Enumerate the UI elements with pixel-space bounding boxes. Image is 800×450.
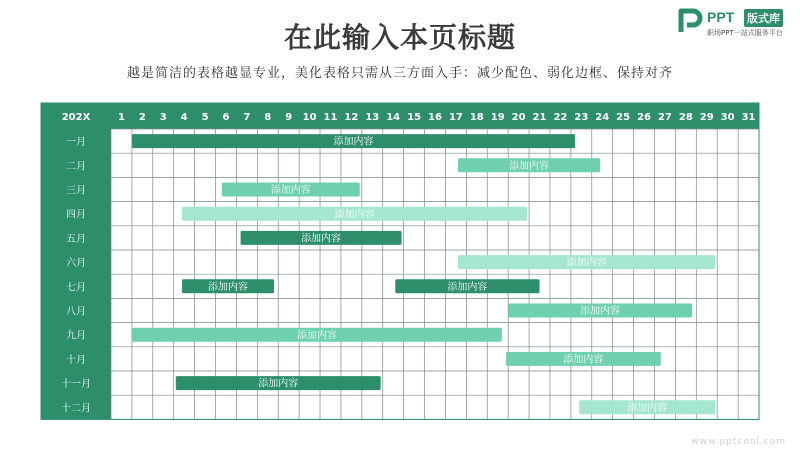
- day-tick-label: 22: [553, 112, 568, 123]
- day-tick-label: 30: [720, 112, 735, 123]
- day-tick-label: 8: [264, 112, 272, 123]
- day-tick-label: 1: [117, 112, 125, 123]
- day-tick-label: 29: [699, 112, 714, 123]
- month-label: 四月: [66, 209, 86, 221]
- day-tick-label: 4: [180, 112, 188, 123]
- task-bar-label: 添加内容: [301, 233, 342, 245]
- day-tick-label: 2: [138, 112, 146, 123]
- page-title: 在此输入本页标题: [283, 21, 516, 54]
- day-tick-label: 25: [616, 112, 631, 123]
- day-tick-label: 27: [657, 112, 672, 123]
- logo-tagline: 职场PPT一站式服务平台: [707, 29, 783, 37]
- day-tick-label: 24: [595, 112, 610, 123]
- day-tick-label: 5: [201, 112, 209, 123]
- task-bar-label: 添加内容: [258, 378, 299, 390]
- day-tick-label: 21: [532, 112, 547, 123]
- month-label: 五月: [66, 233, 86, 245]
- month-label: 三月: [66, 185, 86, 197]
- day-tick-label: 3: [159, 112, 167, 123]
- task-bar-label: 添加内容: [509, 160, 550, 172]
- logo-text: PPT: [707, 9, 735, 25]
- page-subtitle: 越是简洁的表格越显专业，美化表格只需从三方面入手：减少配色、弱化边框、保持对齐: [126, 66, 673, 81]
- day-tick-label: 6: [222, 112, 230, 123]
- task-bar-label: 添加内容: [563, 354, 604, 366]
- day-tick-label: 28: [678, 112, 693, 123]
- task-bar-label: 添加内容: [333, 136, 374, 148]
- day-tick-label: 10: [302, 112, 317, 123]
- task-bar-label: 添加内容: [627, 402, 668, 414]
- month-label: 十一月: [61, 379, 91, 391]
- logo-badge: 版式库: [744, 9, 783, 27]
- task-bar-label: 添加内容: [208, 281, 249, 293]
- task-bar-label: 添加内容: [270, 185, 311, 197]
- day-tick-label: 11: [323, 112, 338, 123]
- month-label: 六月: [66, 258, 86, 270]
- month-label: 一月: [66, 137, 86, 149]
- day-tick-label: 23: [574, 112, 589, 123]
- day-tick-label: 17: [448, 112, 463, 123]
- task-bar-label: 添加内容: [566, 257, 607, 269]
- watermark: www.pptcool.com: [691, 437, 786, 447]
- day-tick-label: 19: [490, 112, 505, 123]
- day-tick-label: 9: [285, 112, 293, 123]
- day-tick-label: 20: [511, 112, 526, 123]
- day-tick-label: 15: [407, 112, 422, 123]
- day-tick-label: 26: [637, 112, 651, 123]
- day-tick-label: 18: [469, 112, 484, 123]
- month-label: 二月: [66, 161, 86, 173]
- day-tick-label: 7: [243, 112, 251, 123]
- task-bar-label: 添加内容: [334, 209, 375, 221]
- day-tick-label: 31: [741, 112, 756, 123]
- month-label: 七月: [66, 282, 86, 294]
- corner-label: 202X: [61, 112, 91, 123]
- month-label: 九月: [66, 330, 86, 342]
- day-tick-label: 14: [386, 112, 401, 123]
- task-bar-label: 添加内容: [296, 330, 337, 342]
- day-tick-label: 16: [428, 112, 442, 123]
- day-tick-label: 13: [365, 112, 380, 123]
- day-tick-label: 12: [344, 112, 359, 123]
- month-label: 十二月: [61, 403, 91, 415]
- month-label: 八月: [66, 306, 86, 318]
- month-label: 十月: [66, 354, 86, 366]
- task-bar-label: 添加内容: [447, 281, 488, 293]
- task-bar-label: 添加内容: [580, 306, 621, 318]
